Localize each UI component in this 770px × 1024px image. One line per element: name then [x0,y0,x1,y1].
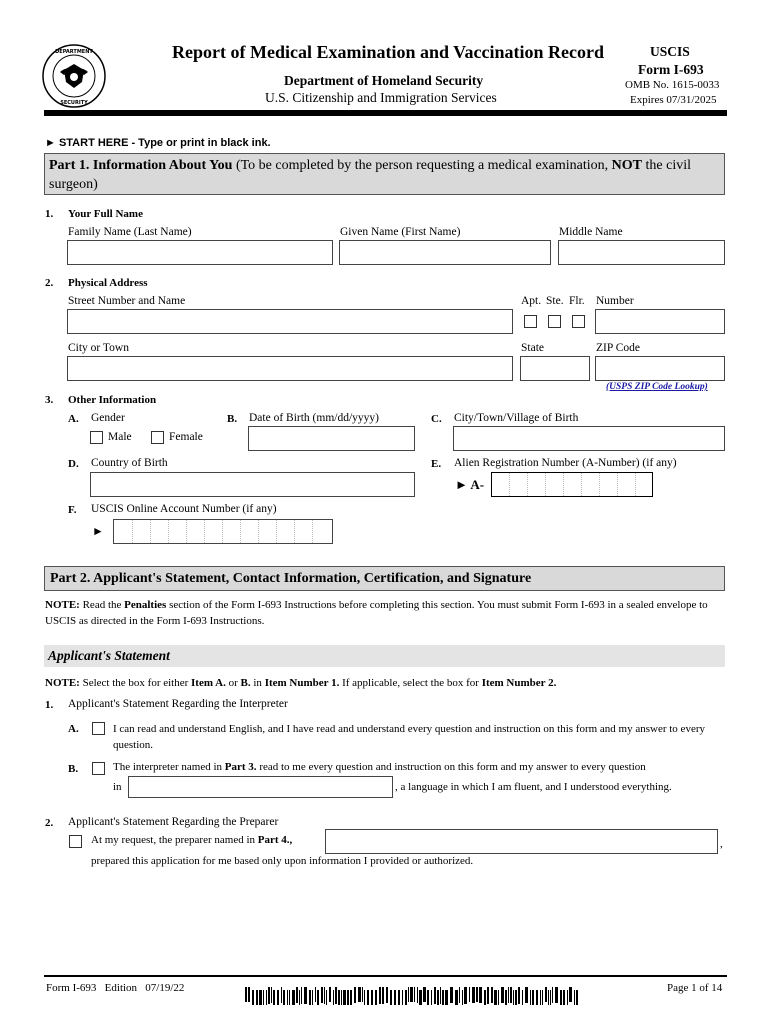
uscis-label: USCIS [650,44,690,59]
applicant-statement-heading: Applicant's Statement [44,645,725,667]
interpreter-b-part3: Part 3. [224,761,257,773]
middle-name-label: Middle Name [559,226,623,238]
dhs-seal-logo [42,44,106,108]
a-number-prefix: ► A- [455,477,485,492]
q3c-letter: C. [431,413,442,425]
unit-number-field[interactable] [595,309,725,334]
note2-item2: Item Number 2. [481,677,557,689]
family-name-label: Family Name (Last Name) [68,226,192,238]
svg-text:SECURITY: SECURITY [60,100,88,106]
p2q2-title: Applicant's Statement Regarding the Preparer [68,816,279,828]
q3b-letter: B. [227,413,238,425]
dob-field[interactable] [248,426,415,451]
country-of-birth-field[interactable] [90,472,415,497]
form-title: Report of Medical Examination and Vaccination Record [172,42,604,62]
part1-heading-end: the civil surgeon) [49,158,692,192]
q3-number: 3. [45,394,54,406]
part2-note2 [45,677,556,689]
part2-heading: Part 2. Applicant's Statement, Contact Information, Certification, and Signature [44,566,725,591]
page-number: Page 1 of 14 [667,982,723,994]
note-text-2: section of the Form I-693 Instructions before completing this section. You must submit Form I-693 in a sealed envelope to USCIS as directed in the Form I-693 Instructions. [45,599,708,627]
note2-item1: Item Number 1. [264,677,340,689]
q3a-letter: A. [68,413,79,425]
preparer-text-1 [91,834,292,846]
flr-checkbox[interactable] [572,315,585,328]
expiration-date: Expires 07/31/2025 [630,94,717,106]
apt-checkbox[interactable] [524,315,537,328]
preparer-part4: Part 4. [257,834,290,846]
interpreter-b-text-2: read to me every question and instruction on this form and my answer to every question [256,761,646,773]
uscis-account-label: USCIS Online Account Number (if any) [91,503,277,515]
middle-name-field[interactable] [558,240,725,265]
preparer-checkbox[interactable] [69,835,82,848]
q3d-letter: D. [68,458,79,470]
interpreter-b-text [113,761,646,773]
q3e-letter: E. [431,458,442,470]
p2q2-number: 2. [45,817,54,829]
note-label: NOTE: [45,599,80,611]
p2q1-number: 1. [45,699,54,711]
city-label: City or Town [68,342,129,354]
zip-label: ZIP Code [596,342,640,354]
agency-name: U.S. Citizenship and Immigration Services [265,90,497,105]
note2-b: B. [240,677,251,689]
preparer-comma-1: , [289,834,293,846]
state-select[interactable] [520,356,590,381]
q2-number: 2. [45,277,54,289]
note-penalties: Penalties [124,599,167,611]
part1-heading-not: NOT [611,158,643,173]
q3f-letter: F. [68,504,77,516]
ste-checkbox[interactable] [548,315,561,328]
preparer-name-field[interactable] [325,829,718,854]
dob-label: Date of Birth (mm/dd/yyyy) [249,412,379,424]
country-of-birth-label: Country of Birth [91,457,168,469]
barcode-image [245,987,578,1005]
note2-or: or [225,677,241,689]
footer-rule [44,975,727,977]
q3-title: Other Information [68,394,157,406]
omb-number: OMB No. 1615-0033 [625,79,720,91]
apt-label: Apt. [521,295,542,307]
zip-field[interactable] [595,356,725,381]
part1-heading [44,153,725,195]
note2-item-a: Item A. [191,677,226,689]
male-checkbox[interactable] [90,431,103,444]
note2-text-2: If applicable, select the box for [339,677,482,689]
ste-label: Ste. [546,295,564,307]
family-name-field[interactable] [67,240,333,265]
interpreter-b-text-1: The interpreter named in [113,761,225,773]
note2-text-1: Select the box for either [79,677,192,689]
p2q1-title: Applicant's Statement Regarding the Interpreter [68,698,288,710]
note2-label: NOTE: [45,677,80,689]
male-label: Male [108,431,132,443]
part2-note [45,597,725,629]
state-label: State [521,342,544,354]
a-number-label: Alien Registration Number (A-Number) (if any) [454,457,677,469]
q2-title: Physical Address [68,277,148,289]
q1-number: 1. [45,208,54,220]
interpreter-b-in: in [113,781,122,793]
given-name-label: Given Name (First Name) [340,226,461,238]
note2-in: in [250,677,265,689]
svg-text:DEPARTMENT: DEPARTMENT [55,49,93,55]
start-here-instruction: ► START HERE - Type or print in black ink. [45,137,271,149]
form-edition: Form I-693 Edition 07/19/22 [46,982,185,994]
a-number-field[interactable] [491,472,653,497]
interpreter-a-checkbox[interactable] [92,722,105,735]
street-label: Street Number and Name [68,295,186,307]
p2q1b-letter: B. [68,763,79,775]
street-field[interactable] [67,309,513,334]
zip-lookup-link[interactable]: (USPS ZIP Code Lookup) [606,382,708,392]
note-text-1: Read the [79,599,125,611]
interpreter-b-checkbox[interactable] [92,762,105,775]
header-rule [44,110,727,116]
form-number: Form I-693 [638,62,704,77]
city-of-birth-label: City/Town/Village of Birth [454,412,579,424]
gender-label: Gender [91,412,125,424]
flr-label: Flr. [569,295,585,307]
uscis-account-field[interactable] [113,519,333,544]
preparer-comma-2: , [720,838,723,850]
given-name-field[interactable] [339,240,551,265]
q1-title: Your Full Name [68,208,143,220]
female-checkbox[interactable] [151,431,164,444]
preparer-text-2: prepared this application for me based only upon information I provided or authorized. [91,855,474,867]
department-name: Department of Homeland Security [284,73,484,88]
interpreter-a-text: I can read and understand English, and I have read and understand every question and instruction on this form and my answer to every question. [113,723,705,751]
language-field[interactable] [128,776,393,798]
city-field[interactable] [67,356,513,381]
preparer-text-a: At my request, the preparer named in [91,834,258,846]
uscis-account-arrow: ► [92,524,104,538]
interpreter-b-end: , a language in which I am fluent, and I understood everything. [395,781,672,793]
female-label: Female [169,431,203,443]
city-of-birth-field[interactable] [453,426,725,451]
part1-heading-bold: Part 1. Information About You [49,158,233,173]
p2q1a-letter: A. [68,723,79,735]
unit-number-label: Number [596,295,634,307]
part1-heading-rest: (To be completed by the person requesting a medical examination, [232,158,612,173]
